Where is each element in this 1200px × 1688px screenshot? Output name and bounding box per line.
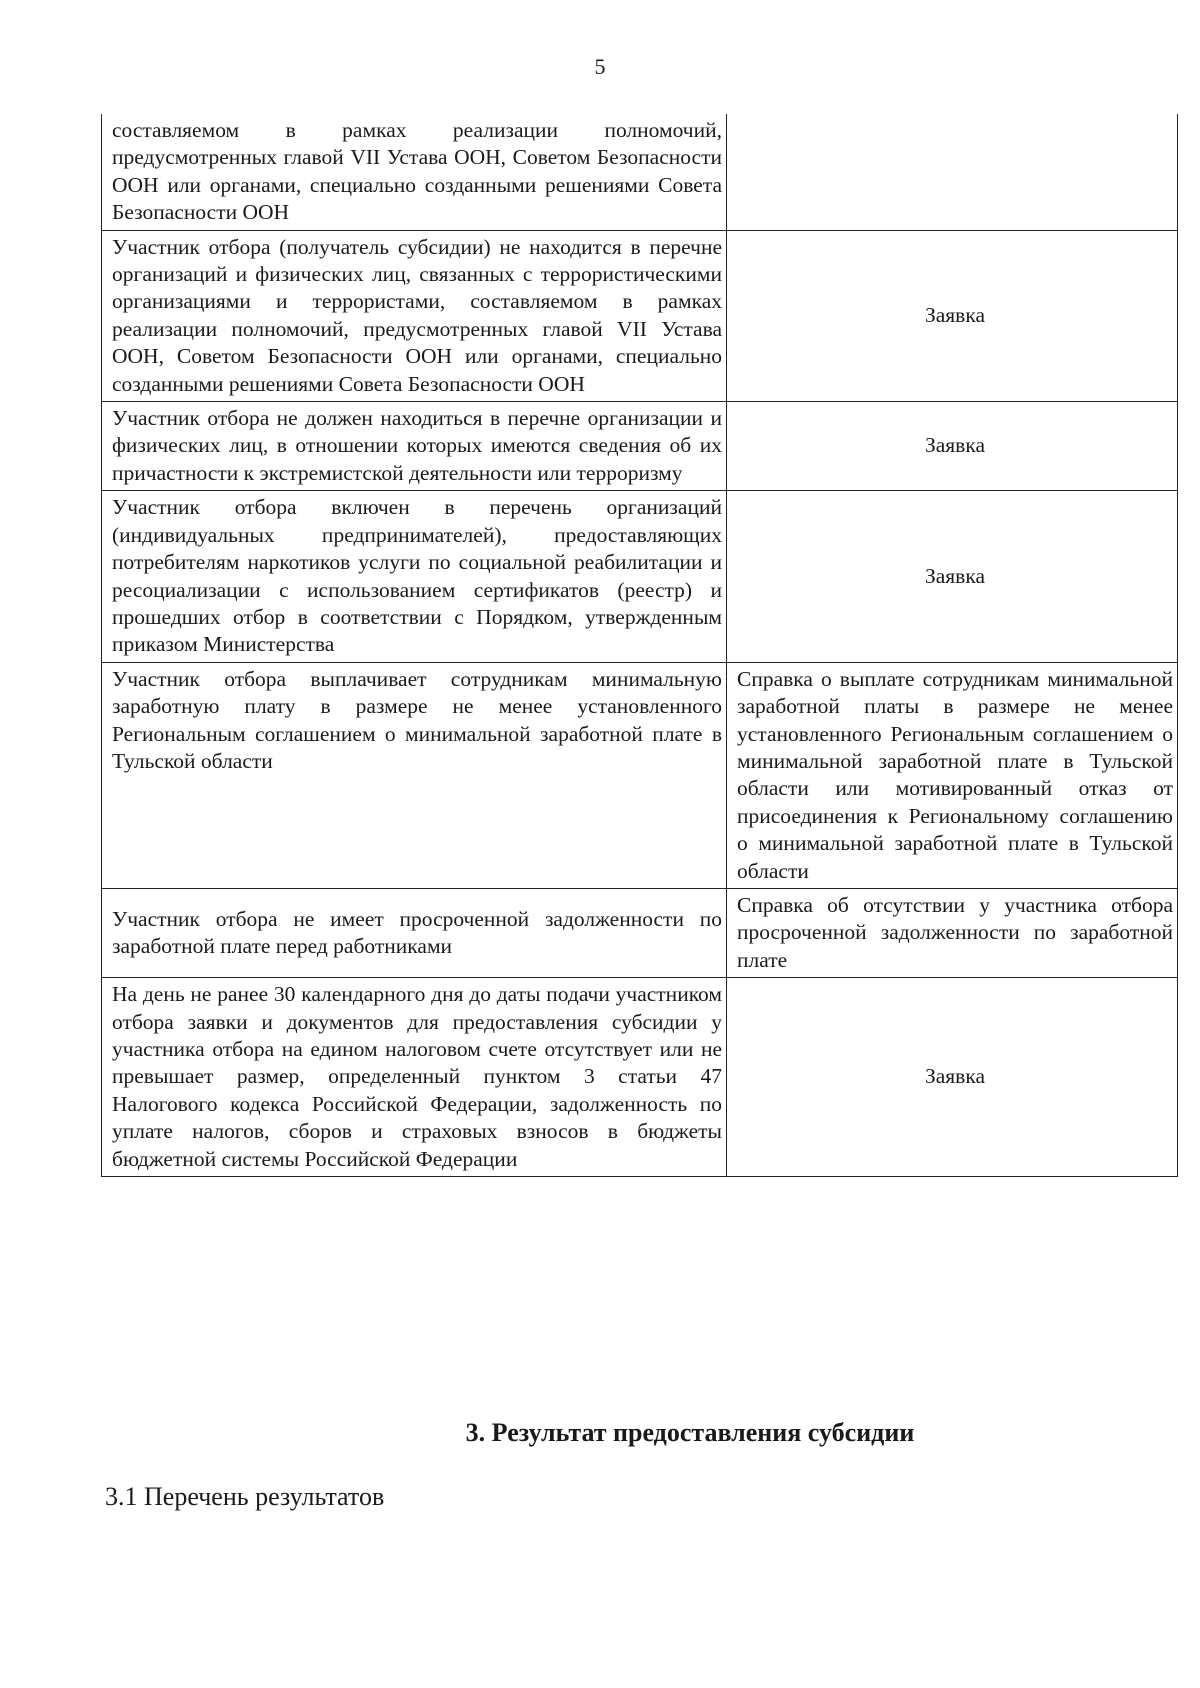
- document-cell: Заявка: [727, 978, 1178, 1177]
- requirements-table: [101, 114, 1178, 1177]
- criterion-cell: Участник отбора выплачивает сотрудникам минимальную заработную плату в размере не менее установленного Региональным соглашением о минимальной заработной плате в Тульской области: [102, 662, 727, 888]
- document-cell: Справка об отсутствии у участника отбора просроченной задолженности по заработной плате: [727, 888, 1178, 977]
- criterion-cell: Участник отбора (получатель субсидии) не находится в перечне организаций и физических лиц, связанных с террористическими организациями и террористами, составляемом в рамках реализации полномочий, предусмотренных главой VII Устава ООН, Советом Безопасности ООН или органами, специально созданными решениями Совета Безопасности ООН: [102, 230, 727, 401]
- criterion-cell: составляемом в рамках реализации полномочий, предусмотренных главой VII Устава ООН, Советом Безопасности ООН или органами, специально созданными решениями Совета Безопасности ООН: [102, 114, 727, 230]
- subsection-title: 3.1 Перечень результатов: [105, 1482, 385, 1511]
- table-row: [102, 230, 1178, 401]
- table-row: [102, 114, 1178, 230]
- table-row: [102, 978, 1178, 1177]
- document-cell: [727, 114, 1178, 230]
- table-row: [102, 491, 1178, 662]
- criterion-cell: Участник отбора включен в перечень организаций (индивидуальных предпринимателей), предоставляющих потребителям наркотиков услуги по социальной реабилитации и ресоциализации с использованием сертификатов (реестр) и прошедших отбор в соответствии с Порядком, утвержденным приказом Министерства: [102, 491, 727, 662]
- criterion-cell: Участник отбора не должен находиться в перечне организации и физических лиц, в отношении которых имеются сведения об их причастности к экстремистской деятельности или терроризму: [102, 402, 727, 491]
- table-row: [102, 888, 1178, 977]
- section-title: 3. Результат предоставления субсидии: [465, 1418, 915, 1447]
- document-cell: Справка о выплате сотрудникам минимальной заработной платы в размере не менее установленного Региональным соглашением о минимальной заработной плате в Тульской области или мотивированный отказ от присоединения к Региональному соглашению о минимальной заработной плате в Тульской области: [727, 662, 1178, 888]
- document-cell: Заявка: [727, 230, 1178, 401]
- criterion-cell: Участник отбора не имеет просроченной задолженности по заработной плате перед работниками: [102, 888, 727, 977]
- document-cell: Заявка: [727, 402, 1178, 491]
- document-cell: Заявка: [727, 491, 1178, 662]
- table-row: [102, 662, 1178, 888]
- table-row: [102, 402, 1178, 491]
- criterion-cell: На день не ранее 30 календарного дня до даты подачи участником отбора заявки и документов для предоставления субсидии у участника отбора на едином налоговом счете отсутствует или не превышает размер, определенный пунктом 3 статьи 47 Налогового кодекса Российской Федерации, задолженность по уплате налогов, сборов и страховых взносов в бюджеты бюджетной системы Российской Федерации: [102, 978, 727, 1177]
- page-number: 5: [594, 54, 606, 79]
